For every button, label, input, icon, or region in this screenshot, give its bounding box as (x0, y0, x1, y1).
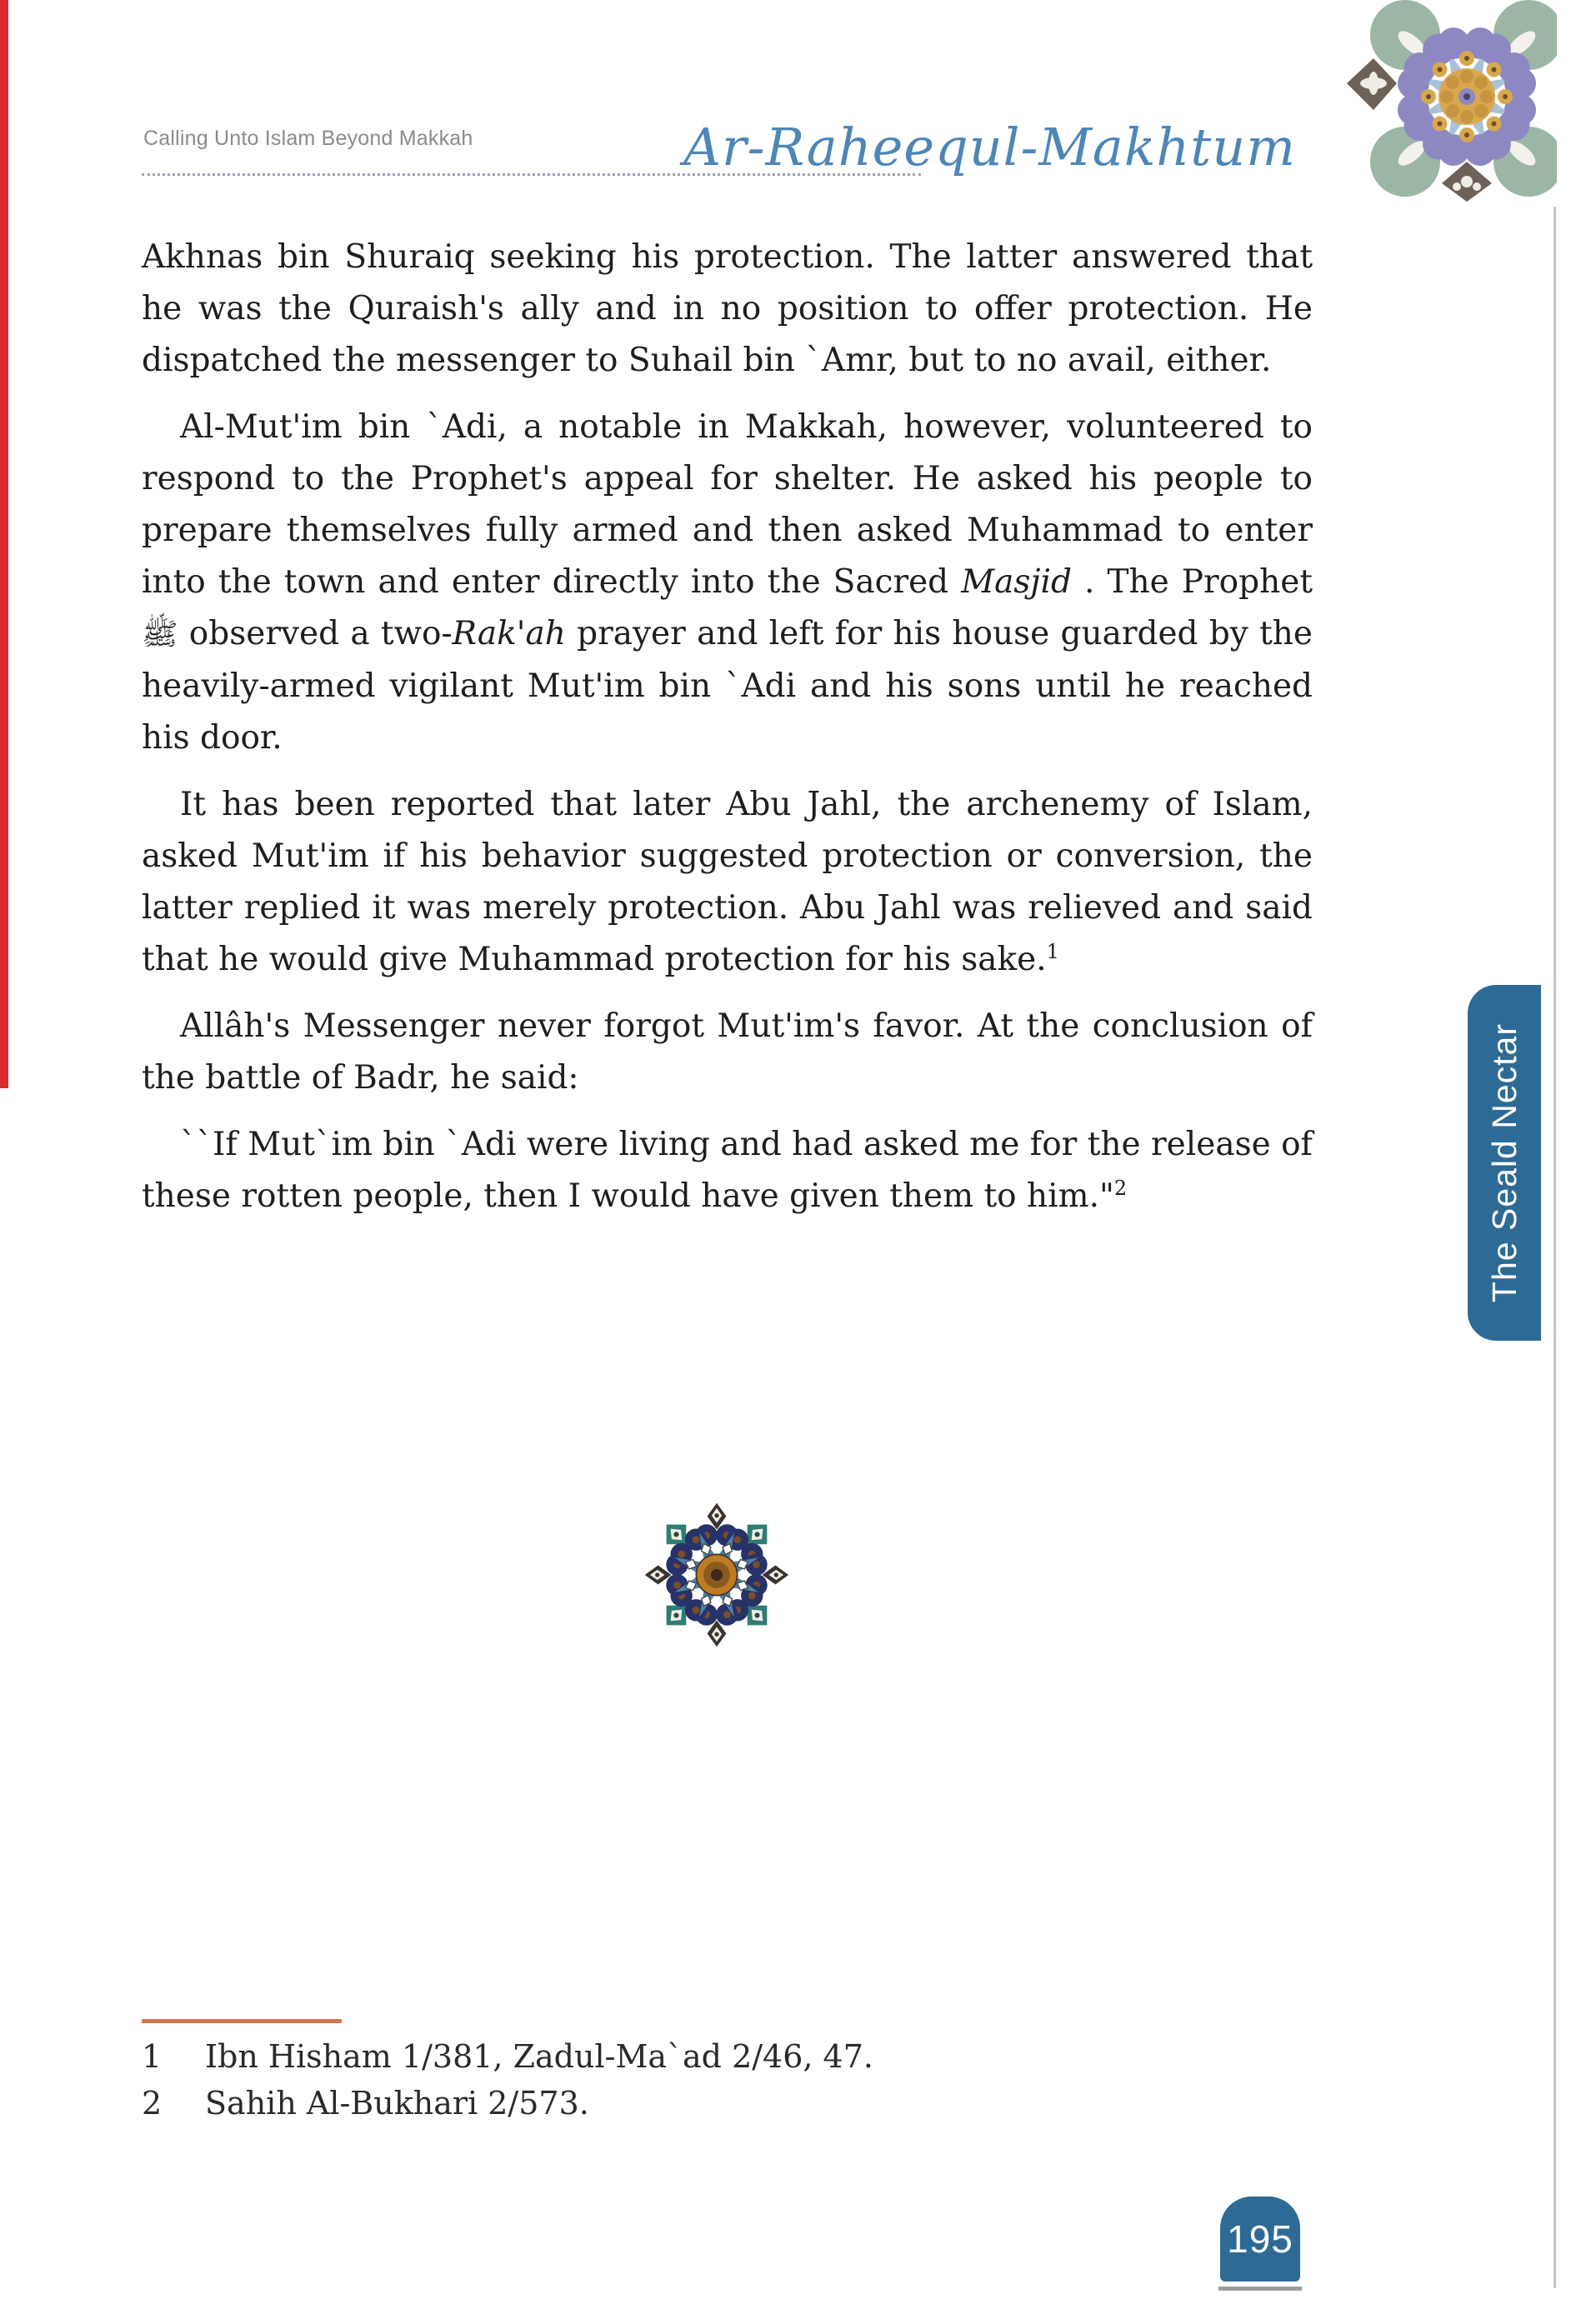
footnote: 1 Ibn Hisham 1/381, Zadul-Ma`ad 2/46, 47. (142, 2038, 873, 2075)
page-right-rule (1553, 207, 1556, 2288)
scan-edge-stripe (0, 0, 8, 1088)
paragraph: ``If Mut`im bin `Adi were living and had asked me for the release of these rotten people, then I would have given them to him."$^2$ (142, 1126, 1313, 1215)
body-text (142, 232, 1313, 1237)
page-number-badge (1220, 2197, 1300, 2282)
paragraph: Al-Mut'im bin `Adi, a notable in Makkah, however, volunteered to respond to the Prophet's appeal for shelter. He asked his people to prepare themselves fully armed and then asked Muhammad to enter into the town and enter directly into the Sacred Masjid . The Prophet ﷺ observed a two-Rak'ah prayer and left for his house guarded by the heavily-armed vigilant Mut'im bin `Adi and his sons until he reached his door. (142, 408, 1313, 757)
page-number-underline (1218, 2287, 1302, 2291)
paragraph: It has been reported that later Abu Jahl, the archenemy of Islam, asked Mut'im if his behavior suggested protection or conversion, the latter replied it was merely protection. Abu Jahl was relieved and said that he would give Muhammad protection for his sake.$^1$ (142, 786, 1313, 978)
chapter-side-tab-label: The Seald Nectar (1484, 1022, 1523, 1303)
book-title-calligraphy: Ar-Raheequl-Makhtum (683, 117, 1296, 177)
chapter-side-tab (1468, 985, 1541, 1341)
footnote-separator (142, 2019, 342, 2023)
paragraph: Akhnas bin Shuraiq seeking his protection. The latter answered that he was the Quraish's ally and in no position to offer protection. He dispatched the messenger to Suhail bin `Amr, but to no avail, either. (142, 238, 1313, 379)
rosette-ornament-icon (643, 1502, 790, 1648)
running-title: Calling Unto Islam Beyond Makkah (143, 127, 473, 150)
footnote: 2 Sahih Al-Bukhari 2/573. (142, 2085, 589, 2122)
page-number: 195 (1227, 2217, 1293, 2261)
corner-arabesque-ornament-icon (1340, 0, 1557, 202)
footnotes (142, 2033, 1225, 2127)
prophet-salutation-glyph: ﷺ (142, 617, 178, 652)
paragraph: Allâh's Messenger never forgot Mut'im's favor. At the conclusion of the battle of Badr, he said: (142, 1007, 1313, 1097)
